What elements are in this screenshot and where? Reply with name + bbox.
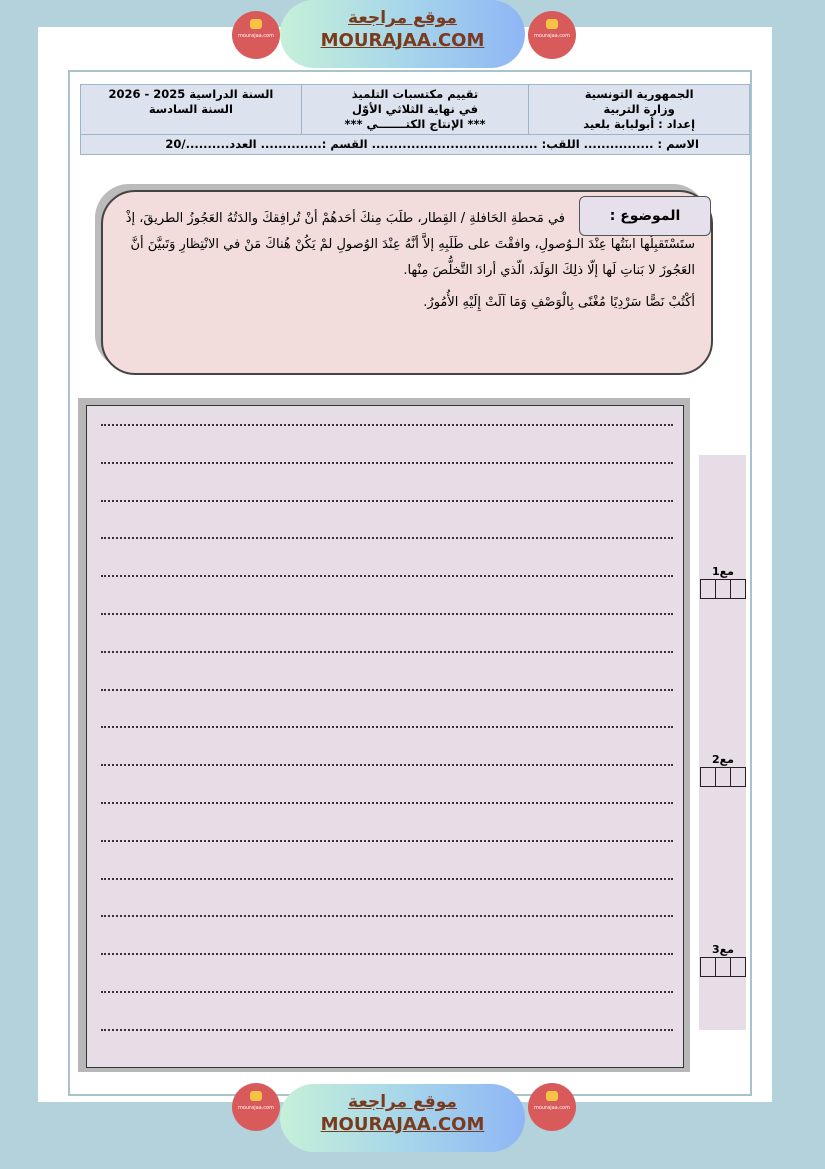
banner-arabic: موقع مراجعة	[348, 1092, 457, 1112]
score-boxes[interactable]	[700, 767, 746, 787]
book-icon	[546, 19, 558, 29]
grade: السنة السادسة	[148, 102, 233, 116]
site-logo-left: mourajaa.com	[232, 11, 280, 59]
writing-line[interactable]	[101, 462, 673, 464]
topic-text: في مَحطةِ الحَافلةِ / القِطار، طلَبَ مِنكَ أحَدهُمْ أنْ تُرافِقكَ والدَتُهُ العَجُوزُ الطريقَ، إذْ ستَسْتَقبِلُها ابنَتُها عِنْدَ الـوُصولِ، وافقْتَ على طَلَبِهِ إلاَّ أنَّهُ عِنْدَ الوُصولِ لمْ يَكُنْ هُناكَ مَنْ في الانْتِظارِ وَتَبيَّنَ أنَّ العَجُوزَ لا بَناتِ لَها إلّا ذلِكَ الوَلَدَ، الّذي أرادَ التَّخلُّصَ مِنْها.	[125, 211, 695, 278]
banner-site: MOURAJAA.COM	[320, 30, 485, 51]
book-icon	[250, 1091, 262, 1101]
ministry: وزارة التربية	[603, 102, 675, 116]
writing-line[interactable]	[101, 575, 673, 577]
writing-line[interactable]	[101, 915, 673, 917]
writing-line[interactable]	[101, 424, 673, 426]
criterion-2	[700, 753, 746, 787]
exam-subject: *** الإنتاج الكتـــــــي ***	[344, 117, 486, 131]
topic-label: الموضوع :	[579, 196, 711, 236]
banner-arabic: موقع مراجعة	[348, 8, 457, 28]
criterion-label: مع3	[712, 943, 734, 956]
writing-line[interactable]	[101, 613, 673, 615]
exam-title: تقييم مكتسبات التلميذ	[351, 87, 479, 101]
exam-term: في نهاية الثلاثي الأوّل	[352, 102, 478, 116]
banner-site: MOURAJAA.COM	[320, 1114, 485, 1135]
score-boxes[interactable]	[700, 957, 746, 977]
header-table	[80, 84, 750, 155]
writing-line[interactable]	[101, 802, 673, 804]
school-year: السنة الدراسية 2025 - 2026	[108, 87, 274, 101]
site-banner-top[interactable]	[280, 0, 525, 68]
student-info-line[interactable]: الاسم : ................ اللقب: ...................................... القسم :.............. العدد........../20	[81, 135, 750, 155]
criterion-1	[700, 565, 746, 599]
criterion-label: مع1	[712, 565, 734, 578]
writing-line[interactable]	[101, 991, 673, 993]
writing-line[interactable]	[101, 726, 673, 728]
topic-instruction: أكْتُبْ نَصًّا سَرْدِيًا مُغْنًى بِالْوَصْفِ وَمَا آلَتْ إِلَيْهِ الأُمُورُ.	[423, 295, 695, 310]
writing-line[interactable]	[101, 500, 673, 502]
site-banner-bottom[interactable]	[280, 1084, 525, 1152]
writing-line[interactable]	[101, 840, 673, 842]
site-logo-right: mourajaa.com	[528, 11, 576, 59]
writing-line[interactable]	[101, 651, 673, 653]
author: إعداد : أبولبابة بلعيد	[583, 117, 696, 131]
republic: الجمهورية التونسية	[584, 87, 694, 101]
writing-line[interactable]	[101, 537, 673, 539]
site-logo-left-bottom: mourajaa.com	[232, 1083, 280, 1131]
writing-line[interactable]	[101, 1029, 673, 1031]
writing-line[interactable]	[101, 689, 673, 691]
topic-box	[101, 190, 713, 375]
score-boxes[interactable]	[700, 579, 746, 599]
book-icon	[250, 19, 262, 29]
site-logo-right-bottom: mourajaa.com	[528, 1083, 576, 1131]
criterion-3	[700, 943, 746, 977]
writing-line[interactable]	[101, 878, 673, 880]
writing-area[interactable]	[86, 405, 684, 1068]
criterion-label: مع2	[712, 753, 734, 766]
writing-line[interactable]	[101, 764, 673, 766]
book-icon	[546, 1091, 558, 1101]
writing-line[interactable]	[101, 953, 673, 955]
